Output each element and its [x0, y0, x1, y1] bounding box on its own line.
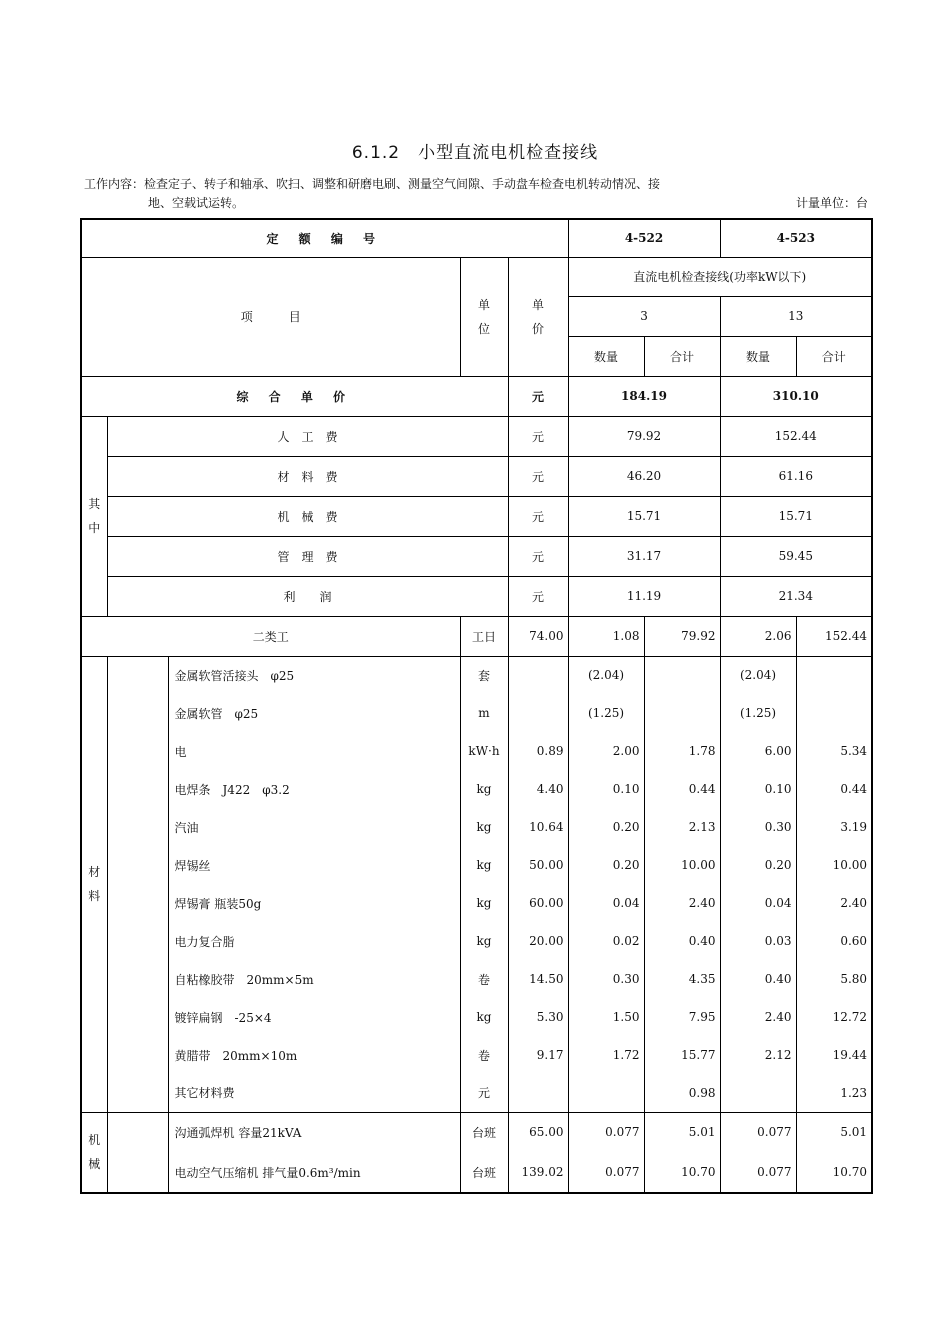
item-name: 汽油: [168, 808, 460, 846]
item-name: 电动空气压缩机 排气量0.6m³/min: [168, 1152, 460, 1193]
item-price: 14.50: [508, 960, 568, 998]
code-4-522: 4-522: [568, 219, 720, 257]
item-total-2: 5.01: [796, 1112, 872, 1152]
cost-value: 15.71: [720, 496, 872, 536]
cost-value: 11.19: [568, 576, 720, 616]
unit-header: 单位: [460, 257, 508, 376]
item-unit: kg: [460, 770, 508, 808]
item-total-1: 7.95: [644, 998, 720, 1036]
cost-value: 61.16: [720, 456, 872, 496]
item-unit: kg: [460, 846, 508, 884]
materials-row: [81, 922, 872, 960]
cost-material-label: 材 料 费: [107, 456, 508, 496]
item-name: 金属软管活接头 φ25: [168, 656, 460, 694]
measure-unit: 计量单位：台: [795, 196, 868, 210]
cost-unit: 元: [508, 496, 568, 536]
composite-value-1: 184.19: [568, 376, 720, 416]
item-qty-2: (2.04): [720, 656, 796, 694]
item-qty-2: 2.12: [720, 1036, 796, 1074]
item-total-1: 0.44: [644, 770, 720, 808]
item-name: 沟通弧焊机 容量21kVA: [168, 1112, 460, 1152]
cost-value: 152.44: [720, 416, 872, 456]
item-name: 电力复合脂: [168, 922, 460, 960]
item-price: 60.00: [508, 884, 568, 922]
quota-table: [80, 218, 873, 1194]
item-unit: kg: [460, 998, 508, 1036]
item-qty-2: 6.00: [720, 732, 796, 770]
item-total-2: 0.44: [796, 770, 872, 808]
item-unit: 套: [460, 656, 508, 694]
cost-value: 59.45: [720, 536, 872, 576]
materials-row: [81, 808, 872, 846]
materials-row: [81, 998, 872, 1036]
item-total-2: 2.40: [796, 884, 872, 922]
labor-qty-2: 2.06: [720, 616, 796, 656]
materials-row: [81, 694, 872, 732]
item-name: 黄腊带 20mm×10m: [168, 1036, 460, 1074]
item-price: [508, 656, 568, 694]
item-price: 10.64: [508, 808, 568, 846]
item-total-1: 15.77: [644, 1036, 720, 1074]
item-unit: 卷: [460, 960, 508, 998]
item-name: 焊锡膏 瓶装50g: [168, 884, 460, 922]
item-price: 50.00: [508, 846, 568, 884]
item-qty-2: 0.10: [720, 770, 796, 808]
materials-row: [81, 1036, 872, 1074]
composite-unit: 元: [508, 376, 568, 416]
machinery-row: [81, 1152, 872, 1193]
materials-row: [81, 1074, 872, 1112]
cost-value: 79.92: [568, 416, 720, 456]
item-total-1: 5.01: [644, 1112, 720, 1152]
cost-machinery-label: 机 械 费: [107, 496, 508, 536]
item-qty-1: 0.20: [568, 808, 644, 846]
item-total-1: 10.70: [644, 1152, 720, 1193]
item-total-2: [796, 656, 872, 694]
item-qty-1: 0.02: [568, 922, 644, 960]
labor-label: 二类工: [81, 616, 460, 656]
item-name: 焊锡丝: [168, 846, 460, 884]
item-qty-2: 2.40: [720, 998, 796, 1036]
item-qty-1: (2.04): [568, 656, 644, 694]
item-total-2: 12.72: [796, 998, 872, 1036]
item-total-1: 10.00: [644, 846, 720, 884]
item-unit: kg: [460, 922, 508, 960]
item-qty-2: 0.20: [720, 846, 796, 884]
item-name: 电: [168, 732, 460, 770]
item-total-1: 1.78: [644, 732, 720, 770]
item-qty-1: 0.077: [568, 1152, 644, 1193]
item-price: 5.30: [508, 998, 568, 1036]
cost-value: 46.20: [568, 456, 720, 496]
item-name: 金属软管 φ25: [168, 694, 460, 732]
machinery-section: [81, 1112, 872, 1193]
total-header: 合计: [796, 336, 872, 376]
item-price: [508, 1074, 568, 1112]
item-unit: 元: [460, 1074, 508, 1112]
item-total-1: [644, 656, 720, 694]
item-qty-2: 0.077: [720, 1112, 796, 1152]
labor-unit: 工日: [460, 616, 508, 656]
item-total-1: 0.40: [644, 922, 720, 960]
work-content-line1: 工作内容：检查定子、转子和轴承、吹扫、调整和研磨电刷、测量空气间隙、手动盘车检查电机转动情况、接: [84, 177, 661, 191]
materials-subgroup: [107, 656, 168, 1112]
composite-value-2: 310.10: [720, 376, 872, 416]
item-price: 4.40: [508, 770, 568, 808]
item-qty-1: 1.50: [568, 998, 644, 1036]
cost-unit: 元: [508, 576, 568, 616]
item-total-2: [796, 694, 872, 732]
item-total-2: 1.23: [796, 1074, 872, 1112]
item-price: 0.89: [508, 732, 568, 770]
work-content: [84, 175, 874, 213]
machinery-group-label: 机械: [81, 1112, 107, 1193]
item-unit: kg: [460, 884, 508, 922]
item-qty-2: 0.03: [720, 922, 796, 960]
item-qty-2: (1.25): [720, 694, 796, 732]
cost-value: 15.71: [568, 496, 720, 536]
item-unit: kg: [460, 808, 508, 846]
item-qty-1: 2.00: [568, 732, 644, 770]
item-qty-1: (1.25): [568, 694, 644, 732]
item-total-2: 19.44: [796, 1036, 872, 1074]
cost-unit: 元: [508, 456, 568, 496]
item-qty-2: 0.40: [720, 960, 796, 998]
item-name: 镀锌扁钢 -25×4: [168, 998, 460, 1036]
item-total-1: 2.40: [644, 884, 720, 922]
item-qty-2: 0.04: [720, 884, 796, 922]
item-unit: kW·h: [460, 732, 508, 770]
item-name: 电焊条 J422 φ3.2: [168, 770, 460, 808]
labor-total-2: 152.44: [796, 616, 872, 656]
item-total-1: 0.98: [644, 1074, 720, 1112]
composite-label: 综 合 单 价: [81, 376, 508, 416]
power-13: 13: [720, 296, 872, 336]
price-header: 单价: [508, 257, 568, 376]
item-label: 项 目: [81, 257, 460, 376]
page-title: 6.1.2 小型直流电机检查接线: [351, 143, 599, 163]
item-price: 9.17: [508, 1036, 568, 1074]
item-unit: 台班: [460, 1112, 508, 1152]
category-header: 直流电机检查接线(功率kW以下): [568, 257, 872, 296]
cost-unit: 元: [508, 416, 568, 456]
item-qty-1: 0.20: [568, 846, 644, 884]
materials-row: [81, 960, 872, 998]
item-unit: m: [460, 694, 508, 732]
machinery-row: [81, 1112, 872, 1152]
materials-section: [81, 656, 872, 1112]
item-qty-1: 0.10: [568, 770, 644, 808]
item-total-1: 2.13: [644, 808, 720, 846]
item-total-2: 3.19: [796, 808, 872, 846]
item-qty-1: 0.077: [568, 1112, 644, 1152]
labor-price: 74.00: [508, 616, 568, 656]
materials-row: [81, 884, 872, 922]
item-price: [508, 694, 568, 732]
item-price: 139.02: [508, 1152, 568, 1193]
item-qty-2: 0.30: [720, 808, 796, 846]
item-total-2: 10.00: [796, 846, 872, 884]
item-qty-2: 0.077: [720, 1152, 796, 1193]
item-name: 其它材料费: [168, 1074, 460, 1112]
item-price: 20.00: [508, 922, 568, 960]
materials-group-label: 材料: [81, 656, 107, 1112]
item-qty-1: 0.04: [568, 884, 644, 922]
item-total-2: 0.60: [796, 922, 872, 960]
materials-row: [81, 656, 872, 694]
item-total-2: 10.70: [796, 1152, 872, 1193]
cost-management-label: 管 理 费: [107, 536, 508, 576]
item-total-2: 5.80: [796, 960, 872, 998]
item-qty-1: 1.72: [568, 1036, 644, 1074]
work-content-line2: 地、空载试运转。: [148, 196, 245, 210]
code-4-523: 4-523: [720, 219, 872, 257]
labor-total-1: 79.92: [644, 616, 720, 656]
cost-labor-label: 人 工 费: [107, 416, 508, 456]
labor-qty-1: 1.08: [568, 616, 644, 656]
materials-row: [81, 770, 872, 808]
breakdown-group-label: 其中: [81, 416, 107, 616]
item-unit: 卷: [460, 1036, 508, 1074]
cost-unit: 元: [508, 536, 568, 576]
cost-profit-label: 利 润: [107, 576, 508, 616]
item-total-1: [644, 694, 720, 732]
cost-value: 21.34: [720, 576, 872, 616]
item-qty-1: 0.30: [568, 960, 644, 998]
materials-row: [81, 846, 872, 884]
materials-row: [81, 732, 872, 770]
item-total-2: 5.34: [796, 732, 872, 770]
item-price: 65.00: [508, 1112, 568, 1152]
qty-header: 数量: [720, 336, 796, 376]
qty-header: 数量: [568, 336, 644, 376]
item-name: 自粘橡胶带 20mm×5m: [168, 960, 460, 998]
total-header: 合计: [644, 336, 720, 376]
item-qty-1: [568, 1074, 644, 1112]
item-unit: 台班: [460, 1152, 508, 1193]
item-total-1: 4.35: [644, 960, 720, 998]
machinery-subgroup: [107, 1112, 168, 1193]
power-3: 3: [568, 296, 720, 336]
item-qty-2: [720, 1074, 796, 1112]
cost-value: 31.17: [568, 536, 720, 576]
quota-label: 定 额 编 号: [81, 219, 568, 257]
